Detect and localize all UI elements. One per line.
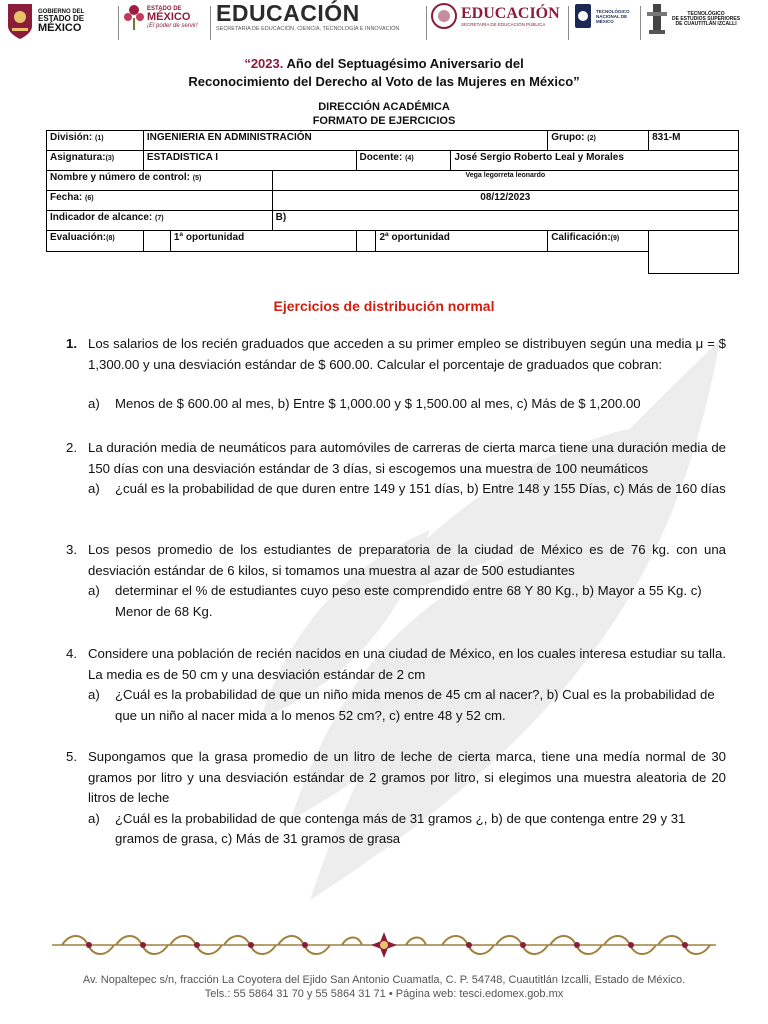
question-subitem	[88, 581, 726, 622]
nombre-ref: (5)	[192, 175, 202, 182]
nombre-label-cell	[47, 171, 273, 191]
division-value: INGENIERIA EN ADMINISTRACIÓN	[143, 131, 547, 151]
grupo-ref: (2)	[587, 135, 596, 142]
tesci-line1: TECNOLÓGICO	[687, 10, 725, 17]
motto-line1	[0, 56, 768, 71]
indicador-ref: (7)	[155, 215, 164, 222]
question-subitem	[88, 809, 726, 850]
fecha-label-cell	[47, 191, 273, 211]
question-item	[66, 747, 726, 850]
subitem-text: ¿Cuál es la probabilidad de que contenga más de 31 gramos ¿, b) de que contenga entre 29 y 31 gramos de grasa, c) Más de 31 gramos de grasa	[115, 810, 686, 846]
formato-ejercicios: FORMATO DE EJERCICIOS	[312, 115, 456, 127]
fecha-ref: (6)	[85, 195, 94, 202]
subitem-text: Menos de $ 600.00 al mes, b) Entre $ 1,000.00 y $ 1,500.00 al mes, c) Más de $ 1,200.00	[115, 396, 641, 411]
question-number: 2.	[66, 440, 77, 455]
spacer-cell	[47, 252, 649, 274]
question-subitem	[88, 685, 726, 726]
asignatura-label: Asignatura:	[50, 152, 106, 163]
question-item	[66, 540, 726, 622]
header-logos	[0, 0, 768, 46]
indicador-label: Indicador de alcance:	[50, 212, 153, 223]
section-title: Ejercicios de distribución normal	[273, 298, 495, 314]
question-number: 5.	[66, 749, 77, 764]
footer-address: Av. Nopaltepec s/n, fracción La Coyotera del Ejido San Antonio Cuamatla, C. P. 54748, Cuautitlán Izcalli, Estado de México.	[82, 974, 686, 986]
nombre-label: Nombre y número de control:	[50, 172, 191, 183]
sep-title: EDUCACIÓN	[461, 4, 560, 22]
row-evaluacion-spacer	[47, 252, 739, 274]
evaluacion-label: Evaluación:	[50, 232, 107, 243]
grupo-label-cell	[548, 131, 649, 151]
motto-line1-text: Año del Septuagésimo Aniversario del	[283, 56, 524, 71]
grupo-label: Grupo:	[551, 132, 585, 143]
edomex-logo	[123, 2, 198, 32]
footer-contact: Tels.: 55 5864 31 70 y 55 5864 31 71 • Página web: tesci.edomex.gob.mx	[204, 988, 564, 1000]
row-fecha	[47, 191, 739, 211]
edomex-line2: MÉXICO	[147, 10, 191, 23]
subitem-label: a)	[88, 810, 100, 826]
motto-year: “2023.	[244, 56, 284, 71]
indicador-value: B)	[272, 211, 738, 231]
asignatura-ref: (3)	[105, 155, 115, 162]
division-label-cell	[47, 131, 144, 151]
row-division	[47, 131, 739, 151]
direccion-academica: DIRECCIÓN ACADÉMICA	[318, 101, 450, 113]
division-ref: (1)	[95, 135, 104, 142]
edomex-flower-icon	[123, 2, 145, 32]
educacion-title: EDUCACIÓN	[216, 0, 360, 26]
question-text: La duración media de neumáticos para automóviles de carreras de cierta marca tiene una duración media de 150 días con una desviación estándar de 3 días, si escogemos una muestra de 100 neumáticos	[88, 440, 726, 476]
docente-value: José Sergio Roberto Leal y Morales	[451, 151, 739, 171]
question-text: Los salarios de los recién graduados que acceden a su primer empleo se distribuyen según una media μ = $ 1,300.00 y una desviación estándar de $ 600.00. Calcular el porcentaje de graduados que cobran:	[88, 336, 726, 372]
subitem-label: a)	[88, 583, 100, 598]
oportunidad1-label: 1ª oportunidad	[170, 231, 356, 252]
asignatura-value: ESTADISTICA I	[143, 151, 356, 171]
question-subitem	[88, 479, 726, 500]
question-item	[66, 334, 726, 415]
estado-shield-icon	[6, 2, 34, 40]
oportunidad1-checkbox[interactable]	[143, 231, 170, 252]
tecnm-text: TECNOLÓGICO NACIONAL DE MÉXICO	[596, 8, 630, 24]
question-number: 1.	[66, 336, 77, 351]
sep-eagle-seal-icon	[430, 2, 458, 30]
subitem-text: determinar el % de estudiantes cuyo peso este comprendido entre 68 Y 80 Kg., b) Mayor a 55 Kg. c) Menor de 68 Kg.	[115, 583, 702, 619]
gobierno-line1: GOBIERNO DEL	[38, 8, 85, 15]
row-asignatura	[47, 151, 739, 171]
educacion-estado-logo	[216, 2, 399, 32]
oportunidad2-checkbox[interactable]	[356, 231, 376, 252]
header-divider	[210, 6, 211, 40]
tesci-line2: DE ESTUDIOS SUPERIORES	[672, 15, 741, 22]
question-number: 4.	[66, 646, 77, 661]
tesci-tower-icon	[645, 2, 669, 36]
asignatura-label-cell	[47, 151, 144, 171]
fecha-label: Fecha:	[50, 192, 83, 203]
docente-ref: (4)	[405, 155, 414, 162]
subitem-text: ¿cuál es la probabilidad de que duren entre 149 y 151 días, b) Entre 148 y 155 Días, c) Más de 160 días	[115, 481, 726, 496]
subitem-label: a)	[88, 481, 100, 496]
edomex-line1: ESTADO DE	[147, 5, 182, 12]
subitem-label: a)	[88, 396, 100, 411]
row-evaluacion	[47, 231, 739, 252]
header-divider	[426, 6, 427, 40]
gobierno-estado-logo	[6, 2, 84, 40]
evaluacion-label-cell	[47, 231, 144, 252]
docente-label-cell	[356, 151, 451, 171]
subitem-text: ¿Cuál es la probabilidad de que un niño mida menos de 45 cm al nacer?, b) Cual es la probabilidad de que un niño al nacer mida a lo menos 52 cm?, c) entre 48 y 52 cm.	[115, 687, 715, 723]
subitem-label: a)	[88, 687, 100, 702]
calificacion-value-box[interactable]	[649, 231, 739, 274]
question-subitem	[88, 394, 726, 415]
indicador-label-cell	[47, 211, 273, 231]
question-number: 3.	[66, 542, 77, 557]
fecha-value: 08/12/2023	[272, 191, 738, 211]
question-text: Supongamos que la grasa promedio de un litro de leche de cierta marca, tiene una medía normal de 30 gramos por litro y una desviación estándar de 2 gramos por litro, si elegimos una muestra aleatoria de 20 litros de leche	[88, 749, 726, 805]
educacion-subtitle: SECRETARÍA DE EDUCACIÓN, CIENCIA, TECNOLOGÍA E INNOVACIÓN	[216, 26, 400, 32]
ornamental-border-icon	[52, 930, 716, 960]
docente-label: Docente:	[359, 152, 403, 163]
question-text: Considere una población de recién nacidos en una ciudad de México, en los cuales interesa estudiar su talla. La media es de 50 cm y una desviación estándar de 2 cm	[88, 646, 726, 682]
question-item	[66, 644, 726, 726]
tesci-line3: DE CUAUTITLÁN IZCALLI	[675, 20, 737, 27]
grupo-value: 831-M	[649, 131, 739, 151]
evaluacion-ref: (8)	[106, 235, 115, 242]
nombre-value: Vega legorreta leonardo	[272, 171, 738, 191]
question-item	[66, 438, 726, 500]
sep-logo	[430, 2, 560, 30]
division-label: División:	[50, 132, 93, 143]
calificacion-ref: (9)	[610, 235, 620, 242]
tecnm-gear-icon	[573, 2, 593, 30]
header-divider	[640, 6, 641, 40]
gobierno-line2: ESTADO DE	[38, 13, 85, 23]
edomex-line3: ¡El poder de servir!	[147, 22, 198, 29]
tecnm-logo	[573, 2, 634, 30]
row-nombre	[47, 171, 739, 191]
sep-subtitle: SECRETARÍA DE EDUCACIÓN PÚBLICA	[461, 21, 546, 27]
calificacion-label: Calificación:	[551, 232, 611, 243]
gobierno-line3: MÉXICO	[38, 21, 82, 34]
header-divider	[118, 6, 119, 40]
tesci-logo	[645, 2, 740, 36]
header-divider	[568, 6, 569, 40]
question-text: Los pesos promedio de los estudiantes de preparatoria de la ciudad de México es de 76 kg. con una desviación estándar de 6 kilos, si tomamos una muestra al azar de 500 estudiantes	[88, 542, 726, 578]
form-table	[46, 130, 739, 274]
calificacion-label-cell	[548, 231, 649, 252]
row-indicador	[47, 211, 739, 231]
oportunidad2-label: 2ª oportunidad	[376, 231, 548, 252]
motto-line2: Reconocimiento del Derecho al Voto de las Mujeres en México”	[188, 74, 580, 89]
